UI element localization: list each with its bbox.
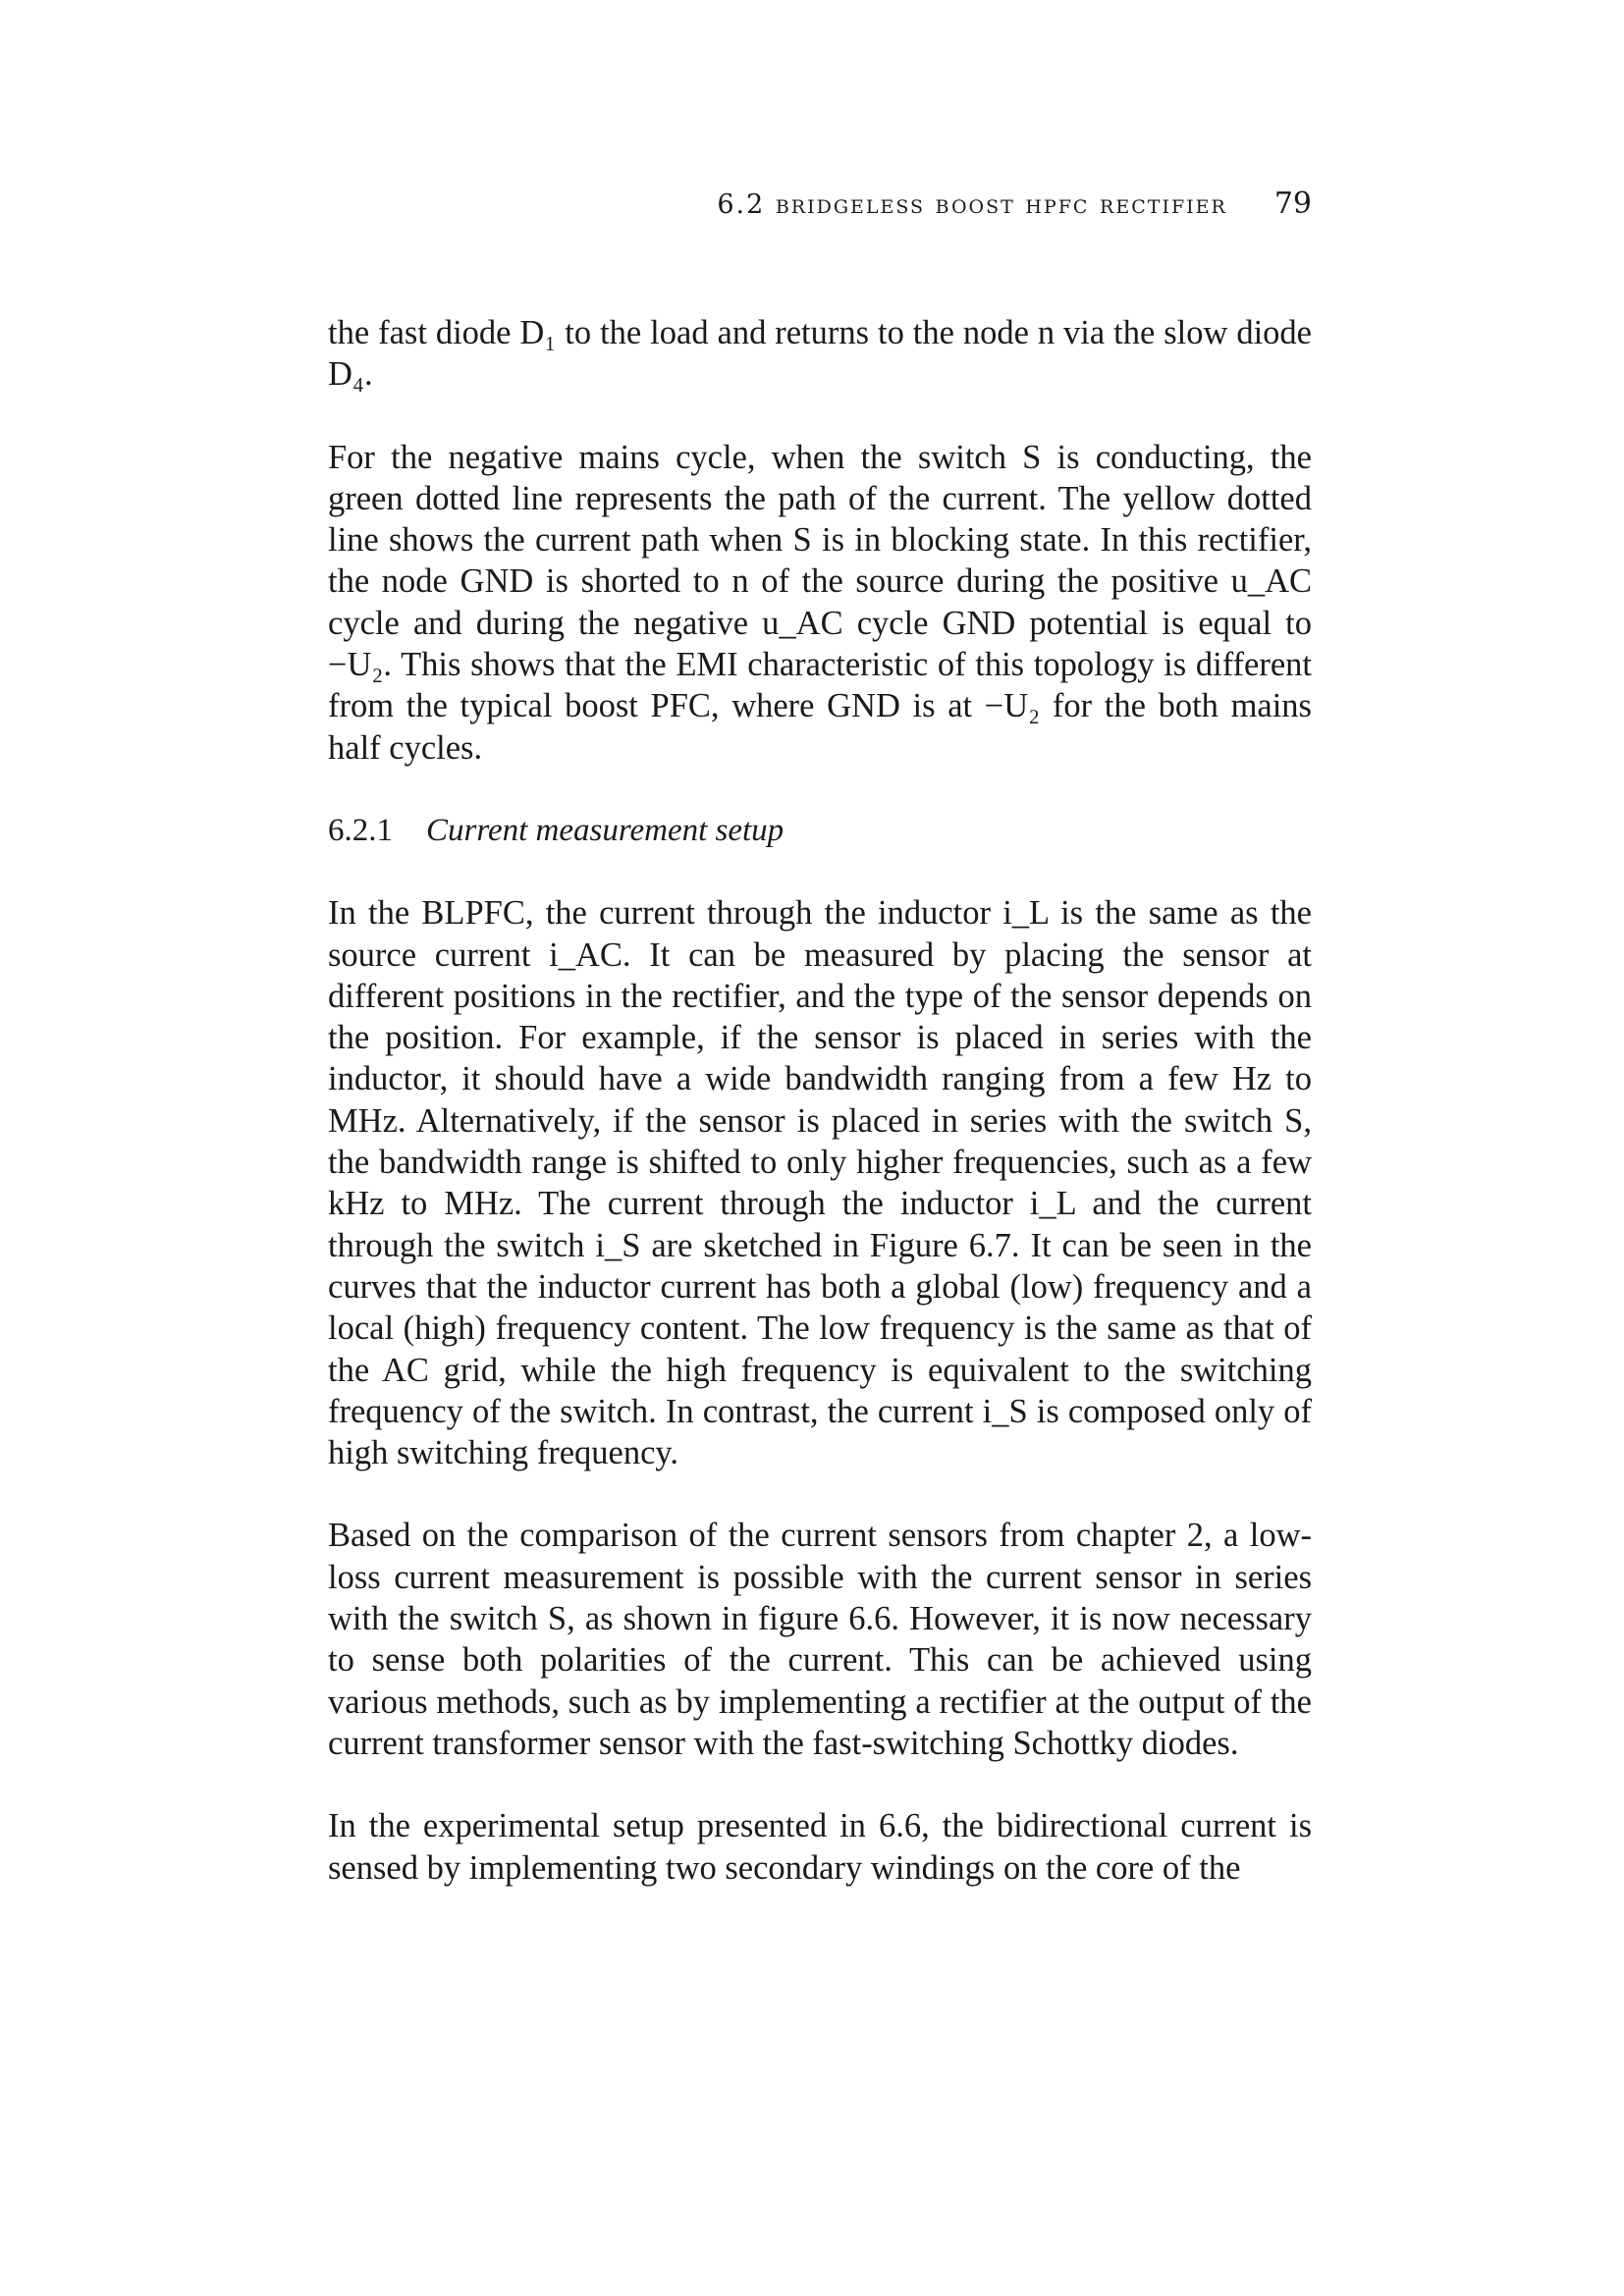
subsection-title: Current measurement setup <box>426 812 785 848</box>
subsection-number: 6.2.1 <box>328 812 393 848</box>
body-text <box>328 312 1312 1930</box>
paragraph-5: In the experimental setup presented in 6.6, the bidirectional current is sensed by implementing two secondary windings on the core of the <box>328 1807 1312 1887</box>
running-head <box>328 187 1312 221</box>
page-number: 79 <box>1273 187 1312 221</box>
paragraph-1: the fast diode D₁ to the load and returns to the node n via the slow diode D₄. <box>328 314 1312 394</box>
paragraph-2: For the negative mains cycle, when the switch S is conducting, the green dotted line represents the path of the current. The yellow dotted line shows the current path when S is in blocking state. In this rectifier, the node GND is shorted to n of the source during the positive u_AC cycle and during the negative u_AC cycle GND potential is equal to −U₂. This shows that the EMI characteristic of this topology is different from the typical boost PFC, where GND is at −U₂ for the both mains half cycles. <box>328 438 1312 767</box>
paragraph-4: Based on the comparison of the current sensors from chapter 2, a low-loss current measurement is possible with the current sensor in series with the switch S, as shown in figure 6.6. However, it is now necessary to sense both polarities of the current. This can be achieved using various methods, such as by implementing a rectifier at the output of the current transformer sensor with the fast-switching Schottky diodes. <box>328 1517 1312 1762</box>
subsection-heading <box>328 810 1312 851</box>
running-head-title: 6.2 bridgeless boost hpfc rectifier <box>717 189 1227 220</box>
paragraph-3: In the BLPFC, the current through the inductor i_L is the same as the source current i_AC. It can be measured by placing the sensor at different positions in the rectifier, and the type of the sensor depends on the position. For example, if the sensor is placed in series with the inductor, it should have a wide bandwidth ranging from a few Hz to MHz. Alternatively, if the sensor is placed in series with the switch S, the bandwidth range is shifted to only higher frequencies, such as a few kHz to MHz. The current through the inductor i_L and the current through the switch i_S are sketched in Figure 6.7. It can be seen in the curves that the inductor current has both a global (low) frequency and a local (high) frequency content. The low frequency is the same as that of the AC grid, while the high frequency is equivalent to the switching frequency of the switch. In contrast, the current i_S is composed only of high switching frequency. <box>328 894 1312 1472</box>
